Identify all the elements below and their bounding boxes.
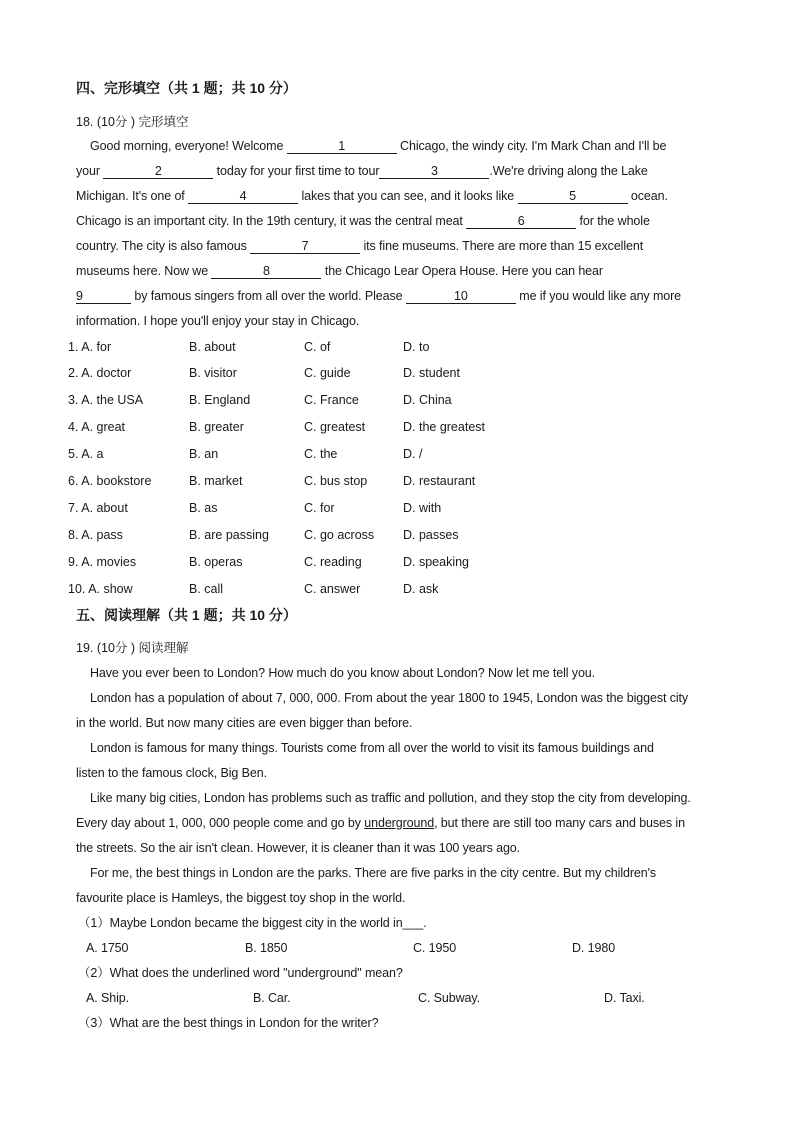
option-a [68,549,136,576]
passage-text: Chicago is an important city. In the 19th century, it was the central meat [76,213,463,228]
passage-line [76,184,681,209]
option-b: B. visitor [189,366,237,381]
option-d: D. speaking [403,554,470,569]
passage-text: lakes that you can see, and it looks like [301,188,515,203]
blank-2: 2 [103,164,213,179]
option-a [68,576,133,603]
passage-text: information. I hope you'll enjoy your stay in Chicago. [76,313,360,328]
option-c: C. bus stop [304,473,368,488]
option-c: C. for [304,500,335,515]
option-a-text: A. bookstore [81,473,152,488]
blank-7: 7 [250,239,360,254]
option-d: D. student [403,366,460,381]
passage-line [76,309,681,334]
option-a-text: A. for [81,339,112,354]
blank-1: 1 [287,139,397,154]
option-a [68,387,143,414]
underlined-word: underground [364,815,435,830]
blank-6: 6 [466,214,576,229]
passage-text: .We're driving along the Lake [489,163,648,178]
option-a-text: A. about [81,500,128,515]
item-number: 8. [68,527,79,542]
passage-text: today for your first time to tour [216,163,380,178]
question-1-options [76,936,776,961]
passage-line: in the world. But now many cities are even bigger than before. [76,715,413,730]
option-d: D. 1980 [572,940,616,955]
option-b: B. England [189,393,251,408]
option-d: D. with [403,500,442,515]
option-c: C. Subway. [418,990,480,1005]
option-a [68,334,111,361]
option-row [0,522,794,549]
option-d: D. restaurant [403,473,476,488]
cloze-passage [76,134,681,334]
option-c: C. guide [304,366,351,381]
option-d: D. the greatest [403,420,485,435]
option-a-text: A. pass [81,527,123,542]
option-d: D. China [403,393,452,408]
option-a [68,360,131,387]
passage-text: Good morning, everyone! Welcome [90,138,284,153]
option-a [68,522,123,549]
passage-line [76,234,681,259]
passage-text: by famous singers from all over the world. Please [134,288,403,303]
option-d: D. passes [403,527,459,542]
option-a-text: A. the USA [81,393,144,408]
option-a-text: A. movies [81,554,137,569]
passage-text: the Chicago Lear Opera House. Here you can hear [324,263,603,278]
passage-line: favourite place is Hamleys, the biggest toy shop in the world. [76,890,406,905]
option-a-text: A. doctor [81,366,132,381]
item-number: 6. [68,473,79,488]
option-c: C. reading [304,554,362,569]
passage-text: ocean. [630,188,668,203]
passage-text: me if you would like any more [519,288,682,303]
option-d: D. Taxi. [604,990,645,1005]
blank-9: 9 [76,289,131,304]
cloze-options [0,334,794,603]
item-number: 2. [68,366,79,381]
passage-text: Every day about 1, 000, 000 people come and go by [76,815,361,830]
passage-line [76,134,681,159]
option-b: B. about [189,339,236,354]
passage-line: Like many big cities, London has problems such as traffic and pollution, and they stop the city from developing. [90,790,691,805]
passage-line: listen to the famous clock, Big Ben. [76,765,267,780]
blank-10: 10 [406,289,516,304]
blank-8: 8 [211,264,321,279]
option-b: B. 1850 [245,940,288,955]
item-number: 1. [68,339,79,354]
option-a [68,468,151,495]
passage-text: museums here. Now we [76,263,209,278]
passage-line [76,159,681,184]
option-d: D. ask [403,581,439,596]
option-c: C. go across [304,527,375,542]
option-row [0,549,794,576]
passage-line: London is famous for many things. Tourists come from all over the world to visit its famous buildings and [90,740,654,755]
passage-text: your [76,163,100,178]
question-3-stem: （3）What are the best things in London for the writer? [78,1015,379,1030]
option-c: C. the [304,447,338,462]
passage-line [76,259,681,284]
passage-line [76,284,681,309]
passage-line [76,811,776,836]
blank-3: 3 [379,164,489,179]
option-b: B. market [189,473,243,488]
passage-text: for the whole [579,213,650,228]
option-a-text: A. a [81,447,104,462]
item-number: 3. [68,393,79,408]
question-title-18: 18. (10分 ) 完形填空 [76,115,189,129]
option-row [0,387,794,414]
option-c: C. France [304,393,359,408]
option-a-text: A. show [88,581,133,596]
option-a-text: A. great [81,420,126,435]
section-heading-reading: 五、阅读理解（共 1 题；共 10 分） [76,607,297,623]
item-number: 5. [68,447,79,462]
passage-text: country. The city is also famous [76,238,247,253]
passage-text: Chicago, the windy city. I'm Mark Chan and I'll be [400,138,667,153]
option-b: B. are passing [189,527,269,542]
option-b: B. as [189,500,218,515]
question-2-options [76,986,776,1011]
option-c: C. of [304,339,331,354]
option-c: C. greatest [304,420,366,435]
passage-line: the streets. So the air isn't clean. However, it is cleaner than it was 100 years ago. [76,840,521,855]
option-a [68,441,103,468]
option-row [0,334,794,361]
passage-line: Have you ever been to London? How much do you know about London? Now let me tell you. [90,665,596,680]
option-a: A. 1750 [86,940,129,955]
option-b: B. greater [189,420,244,435]
passage-line: London has a population of about 7, 000, 000. From about the year 1800 to 1945, London was the biggest city [90,690,689,705]
section-heading-cloze: 四、完形填空（共 1 题；共 10 分） [76,80,297,96]
option-a: A. Ship. [86,990,129,1005]
option-a [68,414,125,441]
item-number: 10. [68,581,86,596]
option-row [0,441,794,468]
option-b: B. operas [189,554,243,569]
passage-text: its fine museums. There are more than 15 excellent [363,238,644,253]
option-row [0,576,794,603]
passage-text: , but there are still too many cars and buses in [434,815,685,830]
question-2-stem: （2）What does the underlined word "underground" mean? [78,965,403,980]
item-number: 4. [68,420,79,435]
passage-line [76,209,681,234]
option-row [0,360,794,387]
passage-line: For me, the best things in London are the parks. There are five parks in the city centre. But my children's [90,865,657,880]
blank-4: 4 [188,189,298,204]
option-d: D. / [403,447,423,462]
option-b: B. call [189,581,224,596]
question-title-19: 19. (10分 ) 阅读理解 [76,641,189,655]
option-row [0,495,794,522]
blank-5: 5 [518,189,628,204]
question-1-stem: （1）Maybe London became the biggest city in the world in___. [78,915,427,930]
item-number: 9. [68,554,79,569]
option-b: B. an [189,447,219,462]
passage-text: Michigan. It's one of [76,188,185,203]
option-row [0,414,794,441]
item-number: 7. [68,500,79,515]
option-c: C. answer [304,581,361,596]
option-b: B. Car. [253,990,291,1005]
reading-passage [76,661,776,1036]
option-a [68,495,128,522]
option-d: D. to [403,339,430,354]
option-row [0,468,794,495]
option-c: C. 1950 [413,940,457,955]
